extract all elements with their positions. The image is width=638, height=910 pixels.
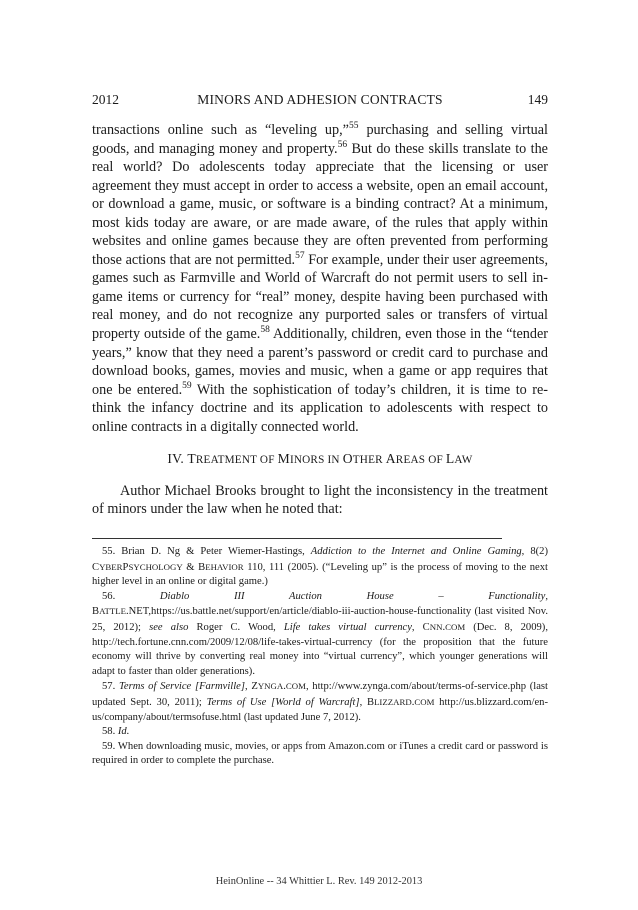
section-heading xyxy=(92,450,548,470)
fn-text: . xyxy=(283,681,286,693)
fn-text: COM xyxy=(285,681,306,692)
p1-text-d: For example, under their user agreements, games such as Farmville and World of Warcraft do not permit users to sell in-game items or currency for “real” money, despite having been purchased with real money, and do not recognize any purported sales or transfers of virtual property outside of the game. xyxy=(92,251,548,343)
fn-text: NN xyxy=(429,621,443,632)
fn-text: . xyxy=(442,621,446,633)
footnote-ref-56: 56 xyxy=(337,139,348,150)
fn-text: Roger C. Wood, xyxy=(188,621,284,633)
fn-text: SYCHOLOGY xyxy=(128,561,183,572)
footnote-58 xyxy=(92,725,548,740)
fn-text: , B xyxy=(92,590,548,618)
fn-text: When downloading music, movies, or apps from Amazon.com or iTunes a credit card or password is required in order to complete the purchase. xyxy=(92,740,548,767)
header-title: MINORS AND ADHESION CONTRACTS xyxy=(197,92,443,107)
heading-part: REAS OF xyxy=(395,454,446,467)
fn-text: , C xyxy=(411,621,430,633)
p1-text-c: But do these skills translate to the real world? Do adolescents today appreciate that the licensing or user agreement they must accept in order to access a website, open an email account, or download a game, music, or software is a binding contract? At a minimum, most kids today are aware, or are made aware, of the rules that apply within websites and online games because they are often prevented from performing those actions that are not permitted. xyxy=(92,140,548,268)
footnote-ref-55: 55 xyxy=(348,121,359,131)
fn-text: Terms of Use [World of Warcraft] xyxy=(206,696,360,708)
footnote-59 xyxy=(92,740,548,769)
fn-text: , B xyxy=(359,696,375,708)
footnotes xyxy=(92,545,548,769)
fn-text: LIZZARD xyxy=(374,696,412,707)
footnote-56 xyxy=(92,590,548,680)
fn-text: http://us.blizzard.com/en-us/company/about/termsofuse.html (last updated June 7, 2012). xyxy=(92,696,549,723)
fn-text: YBER xyxy=(99,561,123,572)
p1-text-a: transactions online such as “leveling up,” xyxy=(92,122,349,138)
fn-text: Addiction to the Internet and Online Gaming xyxy=(310,546,522,557)
fn-text: 110, 111 (2005). (“Leveling up” is the process of moving to the next higher level in an online or digital game.) xyxy=(92,561,548,588)
fn-text: (Dec. 8, 2009), http://tech.fortune.cnn.com/2009/12/08/life-takes-virtual-currency (for the proposition that the future economy will thrive by converting real money into “virtual currency”, which younger generations will adapt to faster than older generations). xyxy=(92,621,548,677)
fn-text: , 8(2) C xyxy=(92,546,548,573)
fn-text: COM xyxy=(414,696,435,707)
fn-text: EHAVIOR xyxy=(205,561,244,572)
fn-text: Id. xyxy=(115,726,130,738)
p1-text-b: purchasing and selling virtual goods, and managing money and property. xyxy=(92,122,548,157)
fn-text: P xyxy=(122,561,129,573)
footnote-ref-57: 57 xyxy=(295,250,305,261)
fn-text: .NET,https://us.battle.net/support/en/article/diablo-iii-auction-house-functionality (last visited Nov. 25, 2012); xyxy=(92,606,548,633)
heading-part: M xyxy=(277,451,290,467)
fn-text: COM xyxy=(445,621,466,632)
paragraph-1 xyxy=(92,121,548,436)
footnote-ref-58: 58 xyxy=(260,325,270,336)
footnote-ref-59: 59 xyxy=(182,380,192,391)
fn-text: , http://www.zynga.com/about/terms-of-service.php (last updated Sept. 30, 2011); xyxy=(92,681,548,708)
heading-part: AW xyxy=(454,454,473,467)
fn-text: & B xyxy=(182,561,206,573)
fn-text: , Z xyxy=(244,681,258,693)
fn-text: Life takes virtual currency xyxy=(283,621,412,633)
page-number: 149 xyxy=(527,92,548,107)
heading-part: O xyxy=(342,451,353,467)
footnote-55 xyxy=(92,545,548,590)
footnote-57 xyxy=(92,679,548,725)
paragraph-2: Author Michael Brooks brought to light the inconsistency in the treatment of minors under the law when he noted that: xyxy=(92,482,548,518)
main-text xyxy=(92,121,548,519)
fn-text: Diablo III Auction House – Functionality xyxy=(115,590,546,602)
fn-text: ATTLE xyxy=(99,606,126,617)
heading-part: REATMENT OF xyxy=(195,454,278,467)
footnote-divider xyxy=(92,538,502,539)
heading-part: A xyxy=(385,451,396,467)
p1-text-e: Additionally, children, even those in the “tender years,” know that they need a parent’s password or credit card to purchase and download books, games, movies and music, when a game or app requires that one be entered. xyxy=(92,326,549,398)
footnote-number: 55. xyxy=(102,546,116,557)
footnote-number: 56. xyxy=(102,590,116,602)
heading-part: THER xyxy=(352,454,386,467)
fn-text: YNGA xyxy=(257,681,284,692)
fn-text: Terms of Service [Farmville] xyxy=(115,681,245,693)
source-footer: HeinOnline -- 34 Whittier L. Rev. 149 2012-2013 xyxy=(215,876,423,887)
footnote-number: 59. xyxy=(102,740,116,752)
footnote-number: 57. xyxy=(102,681,116,693)
heading-part: INORS IN xyxy=(289,454,343,467)
p1-text-f: With the sophistication of today’s children, it is time to re-think the infancy doctrine and its application to adolescents with respect to online contracts in a digitally connected world. xyxy=(92,381,548,435)
fn-text: . xyxy=(411,696,415,708)
running-head xyxy=(92,90,548,110)
fn-text: see also xyxy=(149,621,189,633)
heading-part: IV. T xyxy=(167,451,196,467)
heading-part: L xyxy=(445,451,455,467)
fn-text: Brian D. Ng & Peter Wiemer-Hastings, xyxy=(115,546,311,557)
footnote-number: 58. xyxy=(102,726,116,738)
header-year: 2012 xyxy=(92,92,119,107)
